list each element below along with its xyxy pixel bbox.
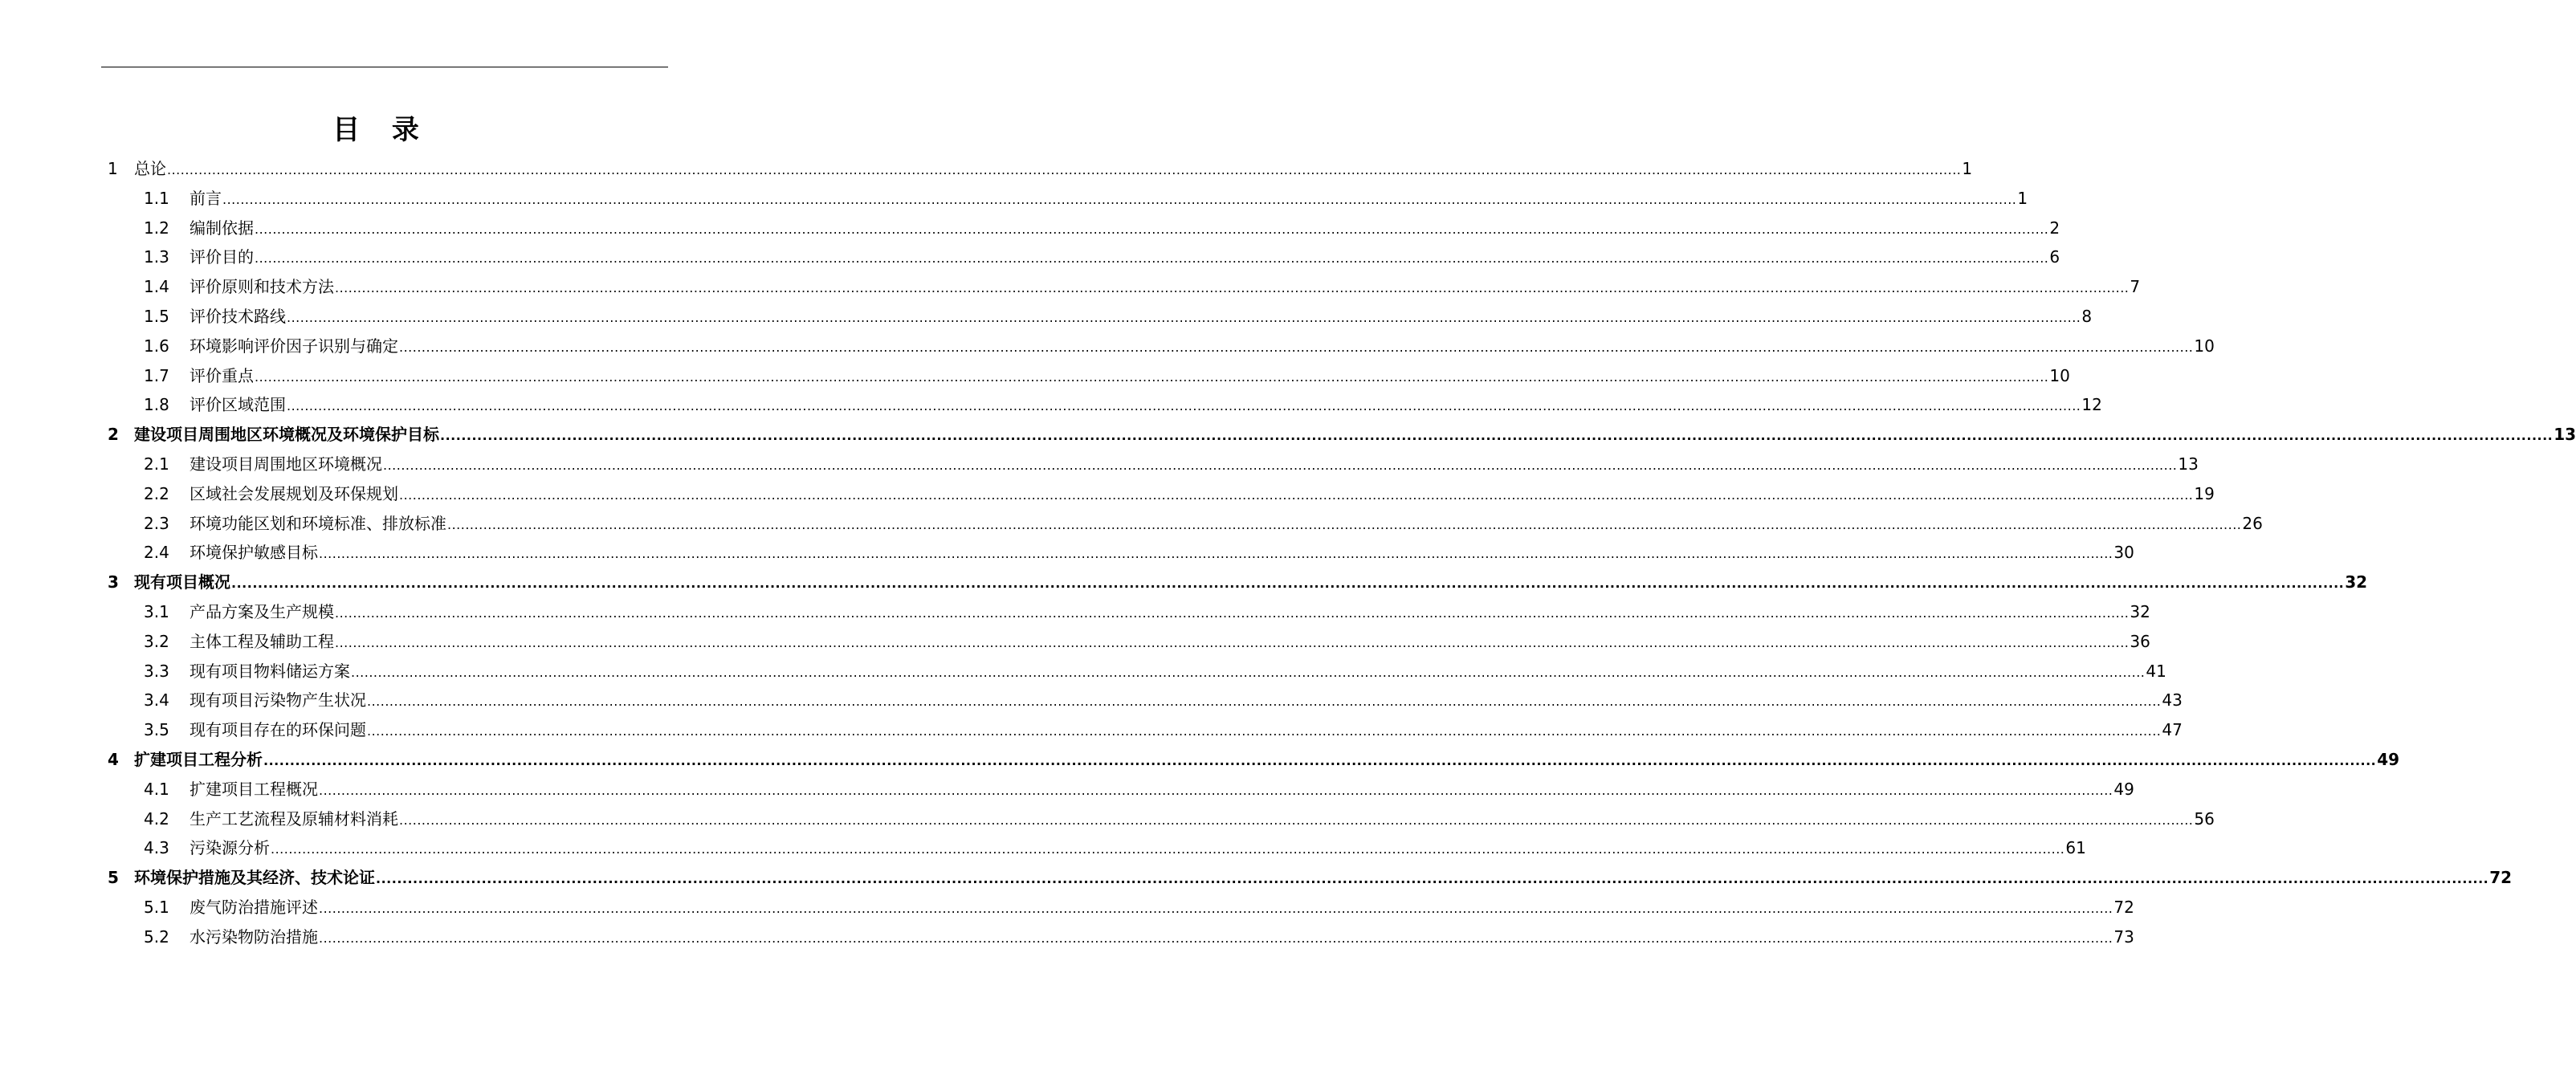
toc-entry[interactable] — [0, 775, 2134, 804]
toc-entry[interactable] — [0, 479, 2215, 509]
toc-dot-leader: ................................................................................................................................................................................................................................................................................................................................................................................................................ — [167, 162, 1962, 177]
toc-dot-leader: ................................................................................................................................................................................................................................................................................................................................................................................................................ — [319, 930, 2113, 946]
toc-entry[interactable] — [0, 715, 2183, 745]
toc-entry[interactable] — [0, 657, 2166, 686]
toc-entry[interactable] — [0, 154, 1973, 184]
toc-entry-line — [190, 302, 2093, 332]
toc-entry-title: 编制依据 — [190, 218, 254, 238]
toc-entry-number: 1.5 — [144, 307, 169, 326]
toc-entry-line — [134, 568, 2368, 598]
toc-dot-leader: ................................................................................................................................................................................................................................................................................................................................................................................................................ — [319, 901, 2113, 916]
toc-dot-leader: ................................................................................................................................................................................................................................................................................................................................................................................................................ — [263, 753, 2377, 768]
toc-entry-title: 总论 — [134, 159, 166, 178]
toc-entry-page: 32 — [2130, 602, 2150, 621]
toc-entry-title: 产品方案及生产规模 — [190, 602, 334, 621]
toc-entry-line — [134, 420, 2576, 450]
toc-entry-title: 建设项目周围地区环境概况 — [190, 454, 382, 474]
toc-entry-title: 现有项目污染物产生状况 — [190, 690, 366, 711]
toc-entry-number: 1.6 — [144, 336, 169, 356]
toc-dot-leader: ................................................................................................................................................................................................................................................................................................................................................................................................................ — [367, 723, 2162, 739]
toc-entry-line — [190, 657, 2166, 687]
toc-entry-title: 区域社会发展规划及环保规划 — [190, 483, 398, 503]
toc-dot-leader: ................................................................................................................................................................................................................................................................................................................................................................................................................ — [319, 782, 2113, 798]
toc-entry[interactable] — [0, 420, 2576, 450]
toc-entry[interactable] — [0, 893, 2134, 922]
toc-entry[interactable] — [0, 863, 2513, 893]
toc-entry[interactable] — [0, 922, 2134, 952]
toc-entry[interactable] — [0, 272, 2141, 302]
toc-dot-leader: ................................................................................................................................................................................................................................................................................................................................................................................................................ — [335, 605, 2130, 621]
toc-entry-number: 5.1 — [144, 898, 169, 917]
toc-entry-page: 32 — [2345, 572, 2368, 592]
toc-entry-title: 前言 — [190, 188, 222, 208]
toc-dot-leader: ................................................................................................................................................................................................................................................................................................................................................................................................................ — [367, 694, 2162, 710]
toc-dot-leader: ................................................................................................................................................................................................................................................................................................................................................................................................................ — [319, 546, 2113, 562]
toc-entry-number: 2.4 — [144, 543, 169, 563]
toc-entry-line — [190, 804, 2215, 835]
toc-entry-title: 环境保护措施及其经济、技术论证 — [134, 868, 375, 888]
toc-dot-leader: ................................................................................................................................................................................................................................................................................................................................................................................................................ — [351, 664, 2146, 680]
toc-entry[interactable] — [0, 833, 2086, 863]
toc-entry-title: 建设项目周围地区环境概况及环境保护目标 — [134, 425, 439, 445]
toc-entry-title: 污染源分析 — [190, 838, 270, 858]
toc-entry-page: 43 — [2162, 690, 2183, 711]
toc-entry[interactable] — [0, 332, 2215, 361]
toc-entry-number: 3.2 — [144, 631, 169, 651]
toc-entry-line — [190, 450, 2199, 480]
toc-entry[interactable] — [0, 509, 2263, 539]
toc-entry-page: 13 — [2554, 425, 2576, 445]
toc-dot-leader: ................................................................................................................................................................................................................................................................................................................................................................................................................ — [255, 368, 2049, 385]
toc-entry-line — [190, 272, 2141, 303]
toc-entry-title: 评价目的 — [190, 247, 254, 267]
toc-entry-number: 1.4 — [144, 277, 169, 297]
toc-entry-page: 1 — [2017, 188, 2028, 208]
toc-dot-leader: ................................................................................................................................................................................................................................................................................................................................................................................................................ — [399, 487, 2194, 503]
toc-entry-number: 4.2 — [144, 808, 169, 829]
toc-entry-page: 19 — [2194, 483, 2215, 503]
toc-entry-number: 2 — [108, 425, 119, 445]
toc-dot-leader: ................................................................................................................................................................................................................................................................................................................................................................................................................ — [399, 812, 2194, 828]
toc-entry-line — [190, 184, 2028, 214]
toc-entry-title: 生产工艺流程及原辅材料消耗 — [190, 808, 398, 829]
toc-entry-line — [190, 479, 2215, 510]
toc-entry[interactable] — [0, 390, 2102, 420]
toc-dot-leader: ................................................................................................................................................................................................................................................................................................................................................................................................................ — [255, 250, 2049, 267]
toc-entry-title: 现有项目物料储运方案 — [190, 661, 350, 681]
toc-dot-leader: ................................................................................................................................................................................................................................................................................................................................................................................................................ — [231, 576, 2345, 592]
toc-entry-page: 10 — [2049, 365, 2070, 385]
toc-entry-number: 2.3 — [144, 513, 169, 533]
toc-entry-line — [134, 745, 2400, 776]
toc-dot-leader: ................................................................................................................................................................................................................................................................................................................................................................................................................ — [383, 458, 2178, 473]
toc-entry[interactable] — [0, 627, 2150, 657]
toc-entry-title: 环境保护敏感目标 — [190, 543, 318, 563]
toc-entry-number: 4.3 — [144, 838, 169, 858]
toc-entry-page: 13 — [2178, 454, 2199, 474]
toc-entry-line — [134, 863, 2513, 894]
toc-entry-title: 扩建项目工程概况 — [190, 779, 318, 799]
toc-entry-title: 环境功能区划和环境标准、排放标准 — [190, 513, 446, 533]
toc-entry-title: 评价原则和技术方法 — [190, 277, 334, 297]
toc-entry-line — [190, 214, 2060, 244]
toc-entry-title: 主体工程及辅助工程 — [190, 631, 334, 651]
toc-entry-number: 3.4 — [144, 690, 169, 711]
toc-entry-page: 1 — [1962, 159, 1973, 178]
toc-entry[interactable] — [0, 568, 2368, 597]
toc-entry-number: 3.3 — [144, 661, 169, 681]
toc-entry[interactable] — [0, 538, 2134, 568]
toc-entry-page: 73 — [2113, 926, 2134, 947]
toc-dot-leader: ................................................................................................................................................................................................................................................................................................................................................................................................................ — [376, 871, 2489, 887]
toc-entry-line — [190, 715, 2183, 746]
toc-dot-leader: ................................................................................................................................................................................................................................................................................................................................................................................................................ — [335, 280, 2130, 296]
toc-entry[interactable] — [0, 804, 2215, 834]
toc-entry-title: 废气防治措施评述 — [190, 898, 318, 917]
toc-entry[interactable] — [0, 450, 2199, 479]
toc-entry-number: 3 — [108, 572, 119, 592]
toc-entry[interactable] — [0, 184, 2028, 214]
toc-entry-title: 评价重点 — [190, 365, 254, 385]
toc-dot-leader: ................................................................................................................................................................................................................................................................................................................................................................................................................ — [287, 398, 2081, 414]
toc-entry-number: 2.1 — [144, 454, 169, 474]
toc-entry-line — [190, 833, 2086, 864]
toc-entry[interactable] — [0, 361, 2070, 391]
toc-entry-title: 扩建项目工程分析 — [134, 750, 263, 769]
toc-entry-page: 7 — [2130, 277, 2141, 297]
toc-entry-page: 47 — [2162, 720, 2183, 740]
toc-entry-line — [190, 627, 2150, 658]
toc-dot-leader: ................................................................................................................................................................................................................................................................................................................................................................................................................ — [447, 516, 2242, 532]
toc-entry-number: 1.8 — [144, 395, 169, 415]
toc-entry[interactable] — [0, 302, 2093, 332]
toc-entry-number: 4 — [108, 750, 119, 769]
toc-dot-leader: ................................................................................................................................................................................................................................................................................................................................................................................................................ — [287, 310, 2081, 325]
toc-entry-line — [190, 597, 2150, 628]
toc-entry-title: 现有项目存在的环保问题 — [190, 720, 366, 740]
toc-entry[interactable] — [0, 686, 2183, 715]
toc-entry-page: 61 — [2065, 838, 2086, 858]
toc-entry-number: 2.2 — [144, 483, 169, 503]
toc-entry-title: 水污染物防治措施 — [190, 926, 318, 947]
toc-dot-leader: ................................................................................................................................................................................................................................................................................................................................................................................................................ — [271, 841, 2065, 857]
toc-entry[interactable] — [0, 242, 2060, 272]
page-title: 目 录 — [332, 114, 430, 146]
toc-dot-leader: ................................................................................................................................................................................................................................................................................................................................................................................................................ — [255, 221, 2049, 237]
toc-entry-page: 26 — [2242, 513, 2263, 533]
toc-entry-number: 1.2 — [144, 218, 169, 238]
toc-entry-number: 1.3 — [144, 247, 169, 267]
toc-entry-page: 6 — [2049, 247, 2060, 267]
toc-entry-number: 1.7 — [144, 365, 169, 385]
toc-entry-page: 72 — [2489, 868, 2513, 888]
toc-entry-page: 49 — [2377, 750, 2400, 769]
toc-dot-leader: ................................................................................................................................................................................................................................................................................................................................................................................................................ — [440, 428, 2554, 444]
toc-entry-number: 1.1 — [144, 188, 169, 208]
toc-entry[interactable] — [0, 745, 2400, 775]
toc-entry-line — [190, 538, 2134, 568]
toc-entry-page: 30 — [2113, 543, 2134, 563]
toc-entry-page: 41 — [2146, 661, 2166, 681]
toc-entry-number: 5.2 — [144, 926, 169, 947]
toc-entry-line — [190, 390, 2102, 421]
toc-entry-line — [190, 332, 2215, 362]
toc-entry-number: 3.5 — [144, 720, 169, 740]
toc-entry-line — [190, 361, 2070, 392]
toc-entry-page: 12 — [2081, 395, 2102, 415]
toc-entry[interactable] — [0, 597, 2150, 627]
toc-entry-number: 5 — [108, 868, 119, 888]
toc-entry-number: 3.1 — [144, 602, 169, 621]
toc-entry-line — [190, 893, 2134, 923]
toc-entry-line — [190, 775, 2134, 805]
toc-entry[interactable] — [0, 214, 2060, 243]
toc-entry-page: 36 — [2130, 631, 2150, 651]
toc-entry-number: 4.1 — [144, 779, 169, 799]
toc-entry-title: 评价区域范围 — [190, 395, 286, 415]
toc-entry-page: 49 — [2113, 779, 2134, 799]
toc-entry-line — [190, 922, 2134, 953]
toc-entry-title: 评价技术路线 — [190, 307, 286, 326]
toc-entry-number: 1 — [108, 159, 118, 178]
toc-entry-page: 56 — [2194, 808, 2215, 829]
toc-entry-page: 2 — [2049, 218, 2060, 238]
toc-entry-line — [134, 154, 1973, 185]
toc-dot-leader: ................................................................................................................................................................................................................................................................................................................................................................................................................ — [399, 339, 2194, 355]
toc-entry-title: 环境影响评价因子识别与确定 — [190, 336, 398, 356]
toc-entry-title: 现有项目概况 — [134, 572, 230, 592]
toc-entry-line — [190, 242, 2060, 273]
toc-entry-page: 8 — [2081, 307, 2093, 326]
toc-dot-leader: ................................................................................................................................................................................................................................................................................................................................................................................................................ — [335, 634, 2130, 650]
toc-entry-page: 72 — [2113, 898, 2134, 917]
toc-entry-line — [190, 509, 2263, 540]
toc-entry-line — [190, 686, 2183, 716]
toc-dot-leader: ................................................................................................................................................................................................................................................................................................................................................................................................................ — [222, 191, 2017, 207]
toc-entry-page: 10 — [2194, 336, 2215, 356]
